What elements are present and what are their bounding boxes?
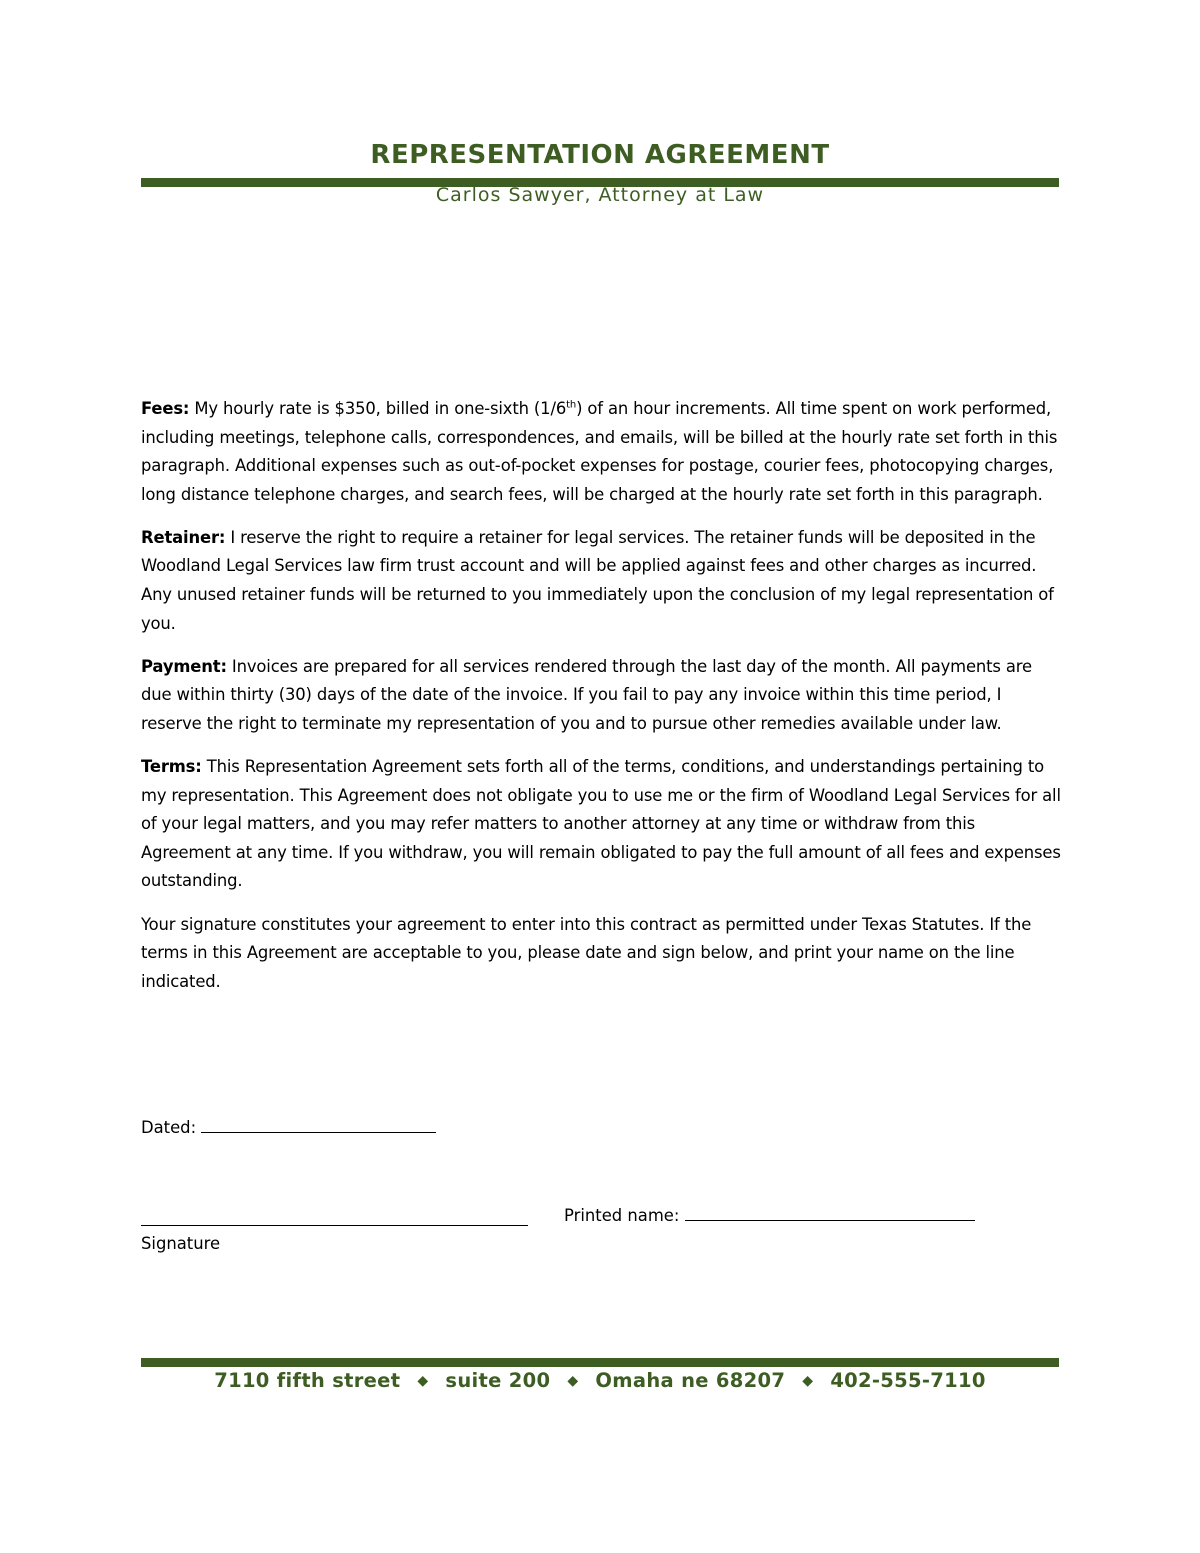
fees-text-end: ) of an hour increments. All time spent on work performed, including meetings, telephone calls, correspondences, and emails, will be billed at the hourly rate set forth in this paragraph. Additional expenses such as out-of-pocket expenses for postage, courier fees, photocopying charges, long distance telephone charges, and search fees, will be charged at the hourly rate set forth in this paragraph. xyxy=(141,399,1058,504)
diamond-separator-icon: ◆ xyxy=(567,1373,579,1389)
fees-text-start: My hourly rate is $350, billed in one-sixth (1/6 xyxy=(189,399,567,418)
payment-paragraph xyxy=(141,653,1061,739)
footer-phone: 402-555-7110 xyxy=(830,1369,986,1392)
printed-name-label: Printed name: xyxy=(564,1206,680,1225)
dated-label: Dated: xyxy=(141,1118,197,1137)
fees-label: Fees: xyxy=(141,399,190,418)
signature-label: Signature xyxy=(141,1234,221,1253)
retainer-text: I reserve the right to require a retainer for legal services. The retainer funds will be deposited in the Woodland Legal Services law firm trust account and will be applied against fees and other charges as incurred. Any unused retainer funds will be returned to you immediately upon the conclusion of my legal representation of you. xyxy=(141,527,1054,633)
printed-name-blank-line[interactable] xyxy=(685,1202,975,1221)
fees-paragraph xyxy=(141,395,1061,509)
closing-paragraph: Your signature constitutes your agreement to enter into this contract as permitted under Texas Statutes. If the terms in this Agreement are acceptable to you, please date and sign below, and print your name on the line indicated. xyxy=(141,914,1032,991)
terms-text: This Representation Agreement sets forth all of the terms, conditions, and understandings pertaining to my representation. This Agreement does not obligate you to use me or the firm of Woodland Legal Services for all of your legal matters, and you may refer matters to another attorney at any time or withdraw from this Agreement at any time. If you withdraw, you will remain obligated to pay the full amount of all fees and expenses outstanding. xyxy=(141,757,1061,891)
dated-field xyxy=(141,1114,436,1142)
footer-street: 7110 fifth street xyxy=(214,1369,401,1392)
diamond-separator-icon: ◆ xyxy=(417,1373,429,1389)
attorney-name: Carlos Sawyer, Attorney at Law xyxy=(435,184,765,206)
terms-label: Terms: xyxy=(141,757,202,777)
payment-label: Payment: xyxy=(141,656,227,676)
dated-blank-line[interactable] xyxy=(201,1114,436,1133)
footer-city: Omaha ne 68207 xyxy=(595,1369,786,1392)
footer-rule xyxy=(141,1358,1059,1367)
payment-text: Invoices are prepared for all services rendered through the last day of the month. All payments are due within thirty (30) days of the date of the invoice. If you fail to pay any invoice within this time period, I reserve the right to terminate my representation of you and to pursue other remedies available under law. xyxy=(141,656,1032,733)
footer-suite: suite 200 xyxy=(445,1369,551,1392)
footer-contact xyxy=(0,1369,1200,1392)
terms-paragraph xyxy=(141,753,1061,896)
signature-line[interactable] xyxy=(141,1225,528,1226)
printed-name-field xyxy=(564,1202,975,1230)
agreement-body xyxy=(141,395,1061,1011)
retainer-paragraph xyxy=(141,524,1061,638)
diamond-separator-icon: ◆ xyxy=(802,1373,814,1389)
document-title: REPRESENTATION AGREEMENT xyxy=(370,140,830,170)
fees-superscript: th xyxy=(566,399,577,411)
retainer-label: Retainer: xyxy=(141,527,226,547)
